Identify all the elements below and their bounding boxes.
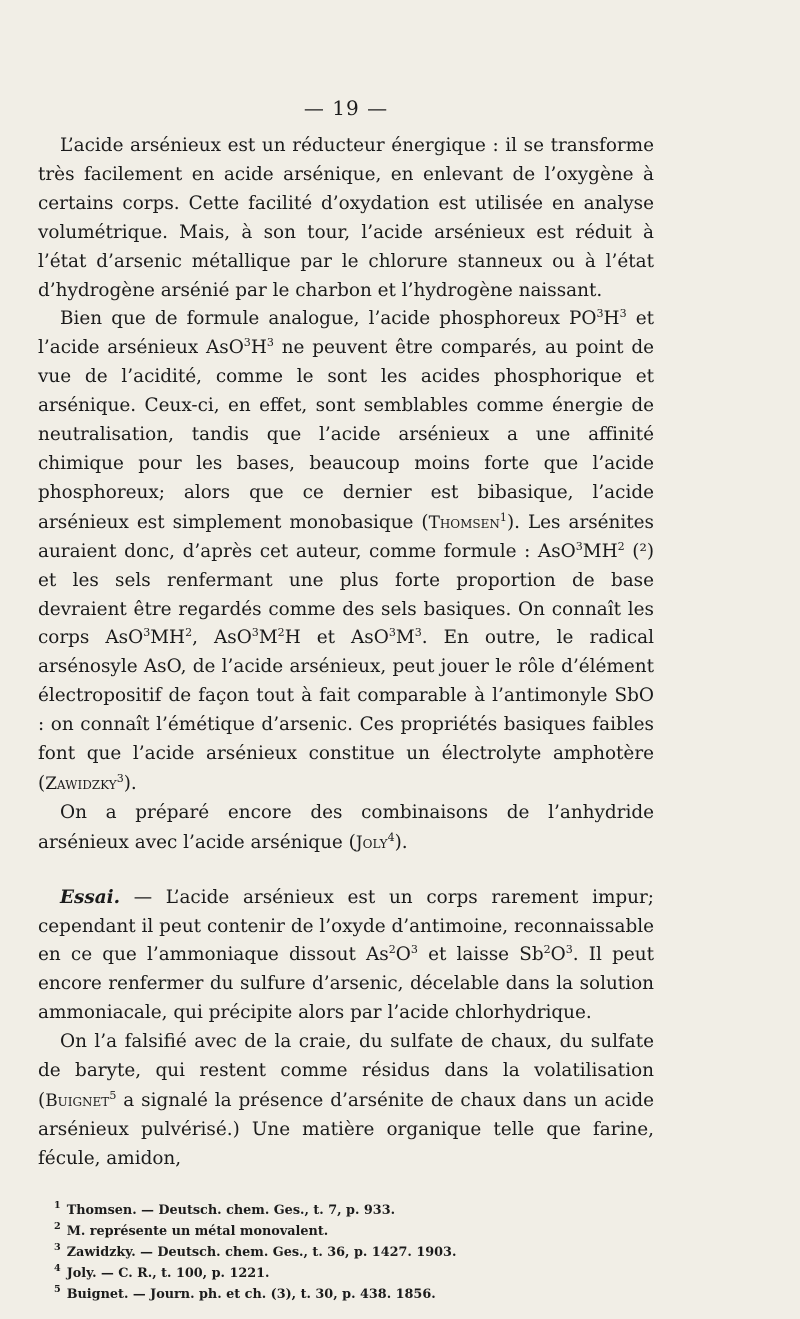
paragraph-combinaisons: On a préparé encore des combinaisons de l’anhydride arsénieux avec l’acide arsénique (Joly$^4$). — [38, 801, 654, 853]
essai-heading: Essai. — [60, 886, 121, 908]
author-ref-joly: Joly — [355, 831, 388, 852]
paragraph-falsification: On l’a falsifié avec de la craie, du sulfate de chaux, du sulfate de baryte, qui restent comme résidus dans la volatilisation (Buignet$^5$ a signalé la présence d’arsénite de chaux dans un acide arsénieux pulvérisé.) Une matière organique telle que farine, fécule, amidon, — [38, 1031, 654, 1169]
author-ref-buignet: Buignet — [45, 1090, 110, 1110]
footnote-1: $^1$ Thomsen. — Deutsch. chem. Ges., t. 7, p. 933. — [54, 1200, 396, 1218]
author-ref-zawidzky: Zawidzky — [45, 772, 117, 793]
footnote-2: $^2$ M. représente un métal monovalent. — [54, 1221, 329, 1239]
paragraph-essai: Essai. — L’acide arsénieux est un corps rarement impur; cependant il peut contenir de l’oxyde d’antimoine, reconnaissable en ce que l’ammoniaque dissout $As^2O^3$ et laisse $Sb^2O^3$. Il peut encore renfermer du sulfure d’arsenic, décelable dans la solution ammoniacale, qui précipite alors par l’acide chlorhydrique. — [38, 886, 654, 1024]
footnotes — [38, 1200, 654, 1305]
page-number: — 19 — — [303, 96, 389, 120]
author-ref-thomsen: Thomsen — [428, 511, 500, 532]
paragraph-acide-phosphoreux: Bien que de formule analogue, l’acide phosphoreux $PO^3H^3$ et l’acide arsénieux $AsO^3H^3$ ne peuvent être comparés, au point de vue de l’acidité, comme le sont les acides phosphorique et arsénique. Ceux-ci, en effet, sont semblables comme énergie de neutralisation, tandis que l’acide arsénieux a une affinité chimique pour les bases, beaucoup moins forte que l’acide phosphoreux; alors que ce dernier est bibasique, l’acide arsénieux est simplement monobasique (Thomsen$^1$). Les arsénites auraient donc, d’après cet auteur, comme formule : $AsO^3MH^2$ (²) et les sels renfermant une plus forte proportion de base devraient être regardés comme des sels basiques. On connaît les corps $AsO^3MH^2$, $AsO^3M^2H$ et $AsO^3M^3$. En outre, le radical arsénosyle AsO, de l’acide arsénieux, peut jouer le rôle d’élément électropositif de façon tout à fait comparable à l’antimonyle SbO : on connaît l’émétique d’arsenic. Ces propriétés basiques faibles font que l’acide arsénieux constitue un électrolyte amphotère (Zawidzky$^3$). — [38, 307, 654, 794]
paragraph-reducteur: L’acide arsénieux est un réducteur énergique : il se transforme très facilement en acide arsénique, en enlevant de l’oxygène à certains corps. Cette facilité d’oxydation est utilisée en analyse volumétrique. Mais, à son tour, l’acide arsénieux est réduit à l’état d’arsenic métallique par le chlorure stanneux ou à l’état d’hydrogène arsénié par le charbon et l’hydrogène naissant. — [38, 135, 654, 301]
footnote-3: $^3$ Zawidzky. — Deutsch. chem. Ges., t. 36, p. 1427. 1903. — [54, 1242, 457, 1260]
footnote-5: $^5$ Buignet. — Journ. ph. et ch. (3), t. 30, p. 438. 1856. — [54, 1284, 436, 1302]
page-body — [38, 96, 654, 1305]
footnote-4: $^4$ Joly. — C. R., t. 100, p. 1221. — [54, 1263, 270, 1281]
